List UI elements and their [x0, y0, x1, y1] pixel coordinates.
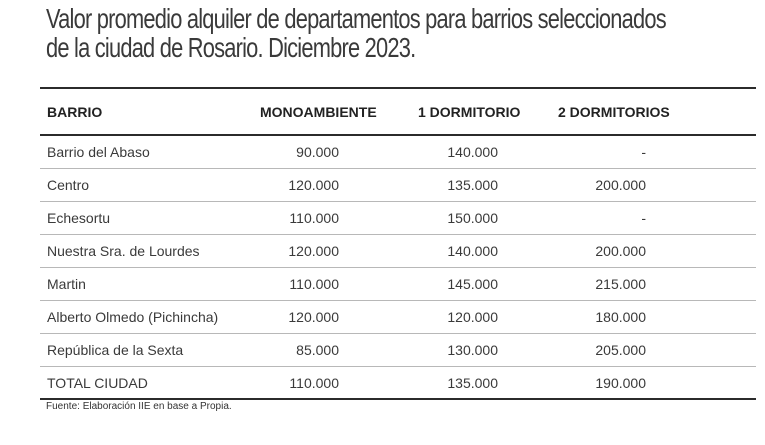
cell-barrio: Nuestra Sra. de Lourdes — [47, 243, 200, 259]
header-2-dormitorios: 2 DORMITORIOS — [558, 103, 670, 120]
table-row — [40, 136, 756, 169]
title-line-1: Valor promedio alquiler de departamentos para barrios seleccionados — [46, 3, 666, 34]
cell-2-dormitorios: 190.000 — [595, 374, 646, 391]
cell-1-dormitorio: 150.000 — [447, 210, 498, 226]
table-row — [40, 235, 756, 268]
cell-1-dormitorio: 140.000 — [447, 243, 498, 259]
table-row — [40, 301, 756, 334]
cell-1-dormitorio: 130.000 — [447, 342, 498, 358]
cell-monoambiente: 120.000 — [288, 243, 339, 259]
header-barrio: BARRIO — [47, 103, 103, 120]
cell-monoambiente: 110.000 — [289, 276, 339, 292]
cell-1-dormitorio: 135.000 — [447, 374, 498, 391]
cell-monoambiente: 110.000 — [289, 374, 339, 391]
table-row-total — [40, 367, 756, 400]
cell-barrio: TOTAL CIUDAD — [47, 374, 148, 391]
cell-monoambiente: 90.000 — [296, 144, 339, 160]
cell-2-dormitorios: - — [641, 210, 646, 226]
cell-monoambiente: 85.000 — [296, 342, 339, 358]
table-header-row — [40, 89, 756, 136]
cell-1-dormitorio: 120.000 — [447, 309, 498, 325]
title-line-2: de la ciudad de Rosario. Diciembre 2023. — [46, 32, 416, 63]
cell-2-dormitorios: - — [641, 144, 646, 160]
header-monoambiente: MONOAMBIENTE — [260, 103, 377, 120]
table-row — [40, 169, 756, 202]
cell-barrio: Alberto Olmedo (Pichincha) — [47, 309, 219, 325]
cell-1-dormitorio: 145.000 — [447, 276, 498, 292]
cell-barrio: Martin — [47, 276, 86, 292]
cell-barrio: Barrio del Abaso — [47, 144, 150, 160]
cell-2-dormitorios: 205.000 — [595, 342, 646, 358]
rent-table — [40, 87, 756, 400]
cell-2-dormitorios: 200.000 — [595, 177, 646, 193]
cell-1-dormitorio: 135.000 — [447, 177, 498, 193]
cell-barrio: República de la Sexta — [47, 342, 184, 358]
cell-monoambiente: 120.000 — [288, 309, 339, 325]
table-row — [40, 268, 756, 301]
cell-monoambiente: 120.000 — [288, 177, 339, 193]
cell-2-dormitorios: 200.000 — [595, 243, 646, 259]
cell-2-dormitorios: 180.000 — [595, 309, 646, 325]
table-row — [40, 334, 756, 367]
header-1-dormitorio: 1 DORMITORIO — [418, 103, 521, 120]
page-title — [46, 4, 746, 62]
source-note: Fuente: Elaboración IIE en base a Propia. — [46, 401, 232, 412]
cell-monoambiente: 110.000 — [289, 210, 339, 226]
cell-2-dormitorios: 215.000 — [595, 276, 646, 292]
cell-1-dormitorio: 140.000 — [447, 144, 498, 160]
cell-barrio: Centro — [47, 177, 90, 193]
table-row — [40, 202, 756, 235]
cell-barrio: Echesortu — [47, 210, 111, 226]
